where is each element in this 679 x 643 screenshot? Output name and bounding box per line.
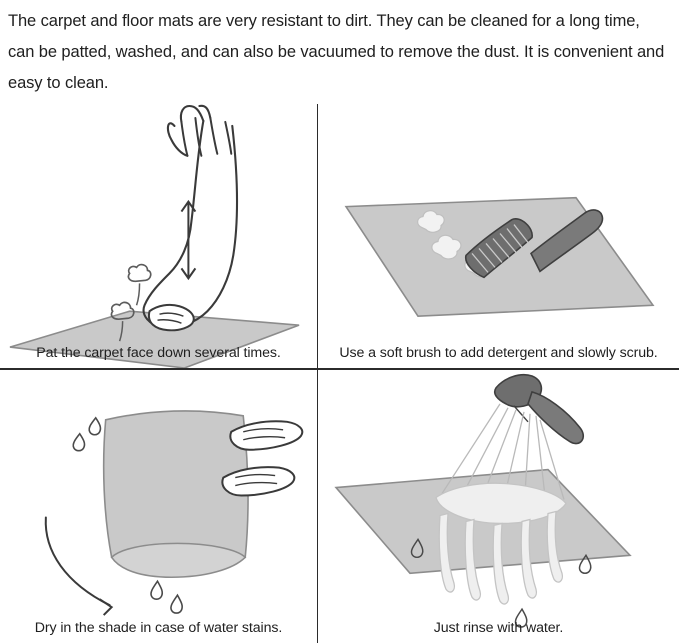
hand-patting-carpet-illustration (0, 104, 317, 368)
intro-text: The carpet and floor mats are very resistant to dirt. They can be cleaned for a long time, can be patted, washed, and can also be vacuumed to remove the dust. It is convenient and easy to clean. (8, 12, 665, 92)
arm-outline (144, 121, 237, 328)
lower-hand (149, 305, 194, 330)
drop-1 (89, 418, 100, 435)
drop-2 (73, 434, 84, 451)
brush-scrubbing-carpet-illustration (318, 104, 679, 368)
step-panel-dry-in-shade (0, 369, 318, 643)
intro-paragraph (0, 0, 679, 99)
hanging-carpet-drying-illustration (0, 370, 317, 643)
step-panel-pat-carpet (0, 104, 318, 369)
step-caption: Use a soft brush to add detergent and slowly scrub. (339, 345, 658, 361)
step-caption: Just rinse with water. (433, 620, 564, 636)
curved-arrow-icon (46, 517, 112, 615)
water-drops-left (73, 418, 100, 451)
drop-4 (171, 595, 182, 613)
step-panel-brush-detergent (318, 104, 679, 369)
step-caption: Pat the carpet face down several times. (36, 345, 281, 361)
water-drops-bottom (151, 581, 182, 613)
steps-grid (0, 104, 679, 643)
carpet-roll-edge (112, 543, 246, 577)
dust-trail-upper (137, 283, 140, 305)
shower-head-rinsing-carpet-illustration (318, 370, 679, 643)
step-caption: Dry in the shade in case of water stains. (34, 620, 283, 636)
finger-lines (181, 118, 231, 156)
drop-3 (151, 581, 162, 599)
dust-puff-upper (128, 265, 150, 282)
step-panel-rinse-with-water (318, 369, 679, 643)
